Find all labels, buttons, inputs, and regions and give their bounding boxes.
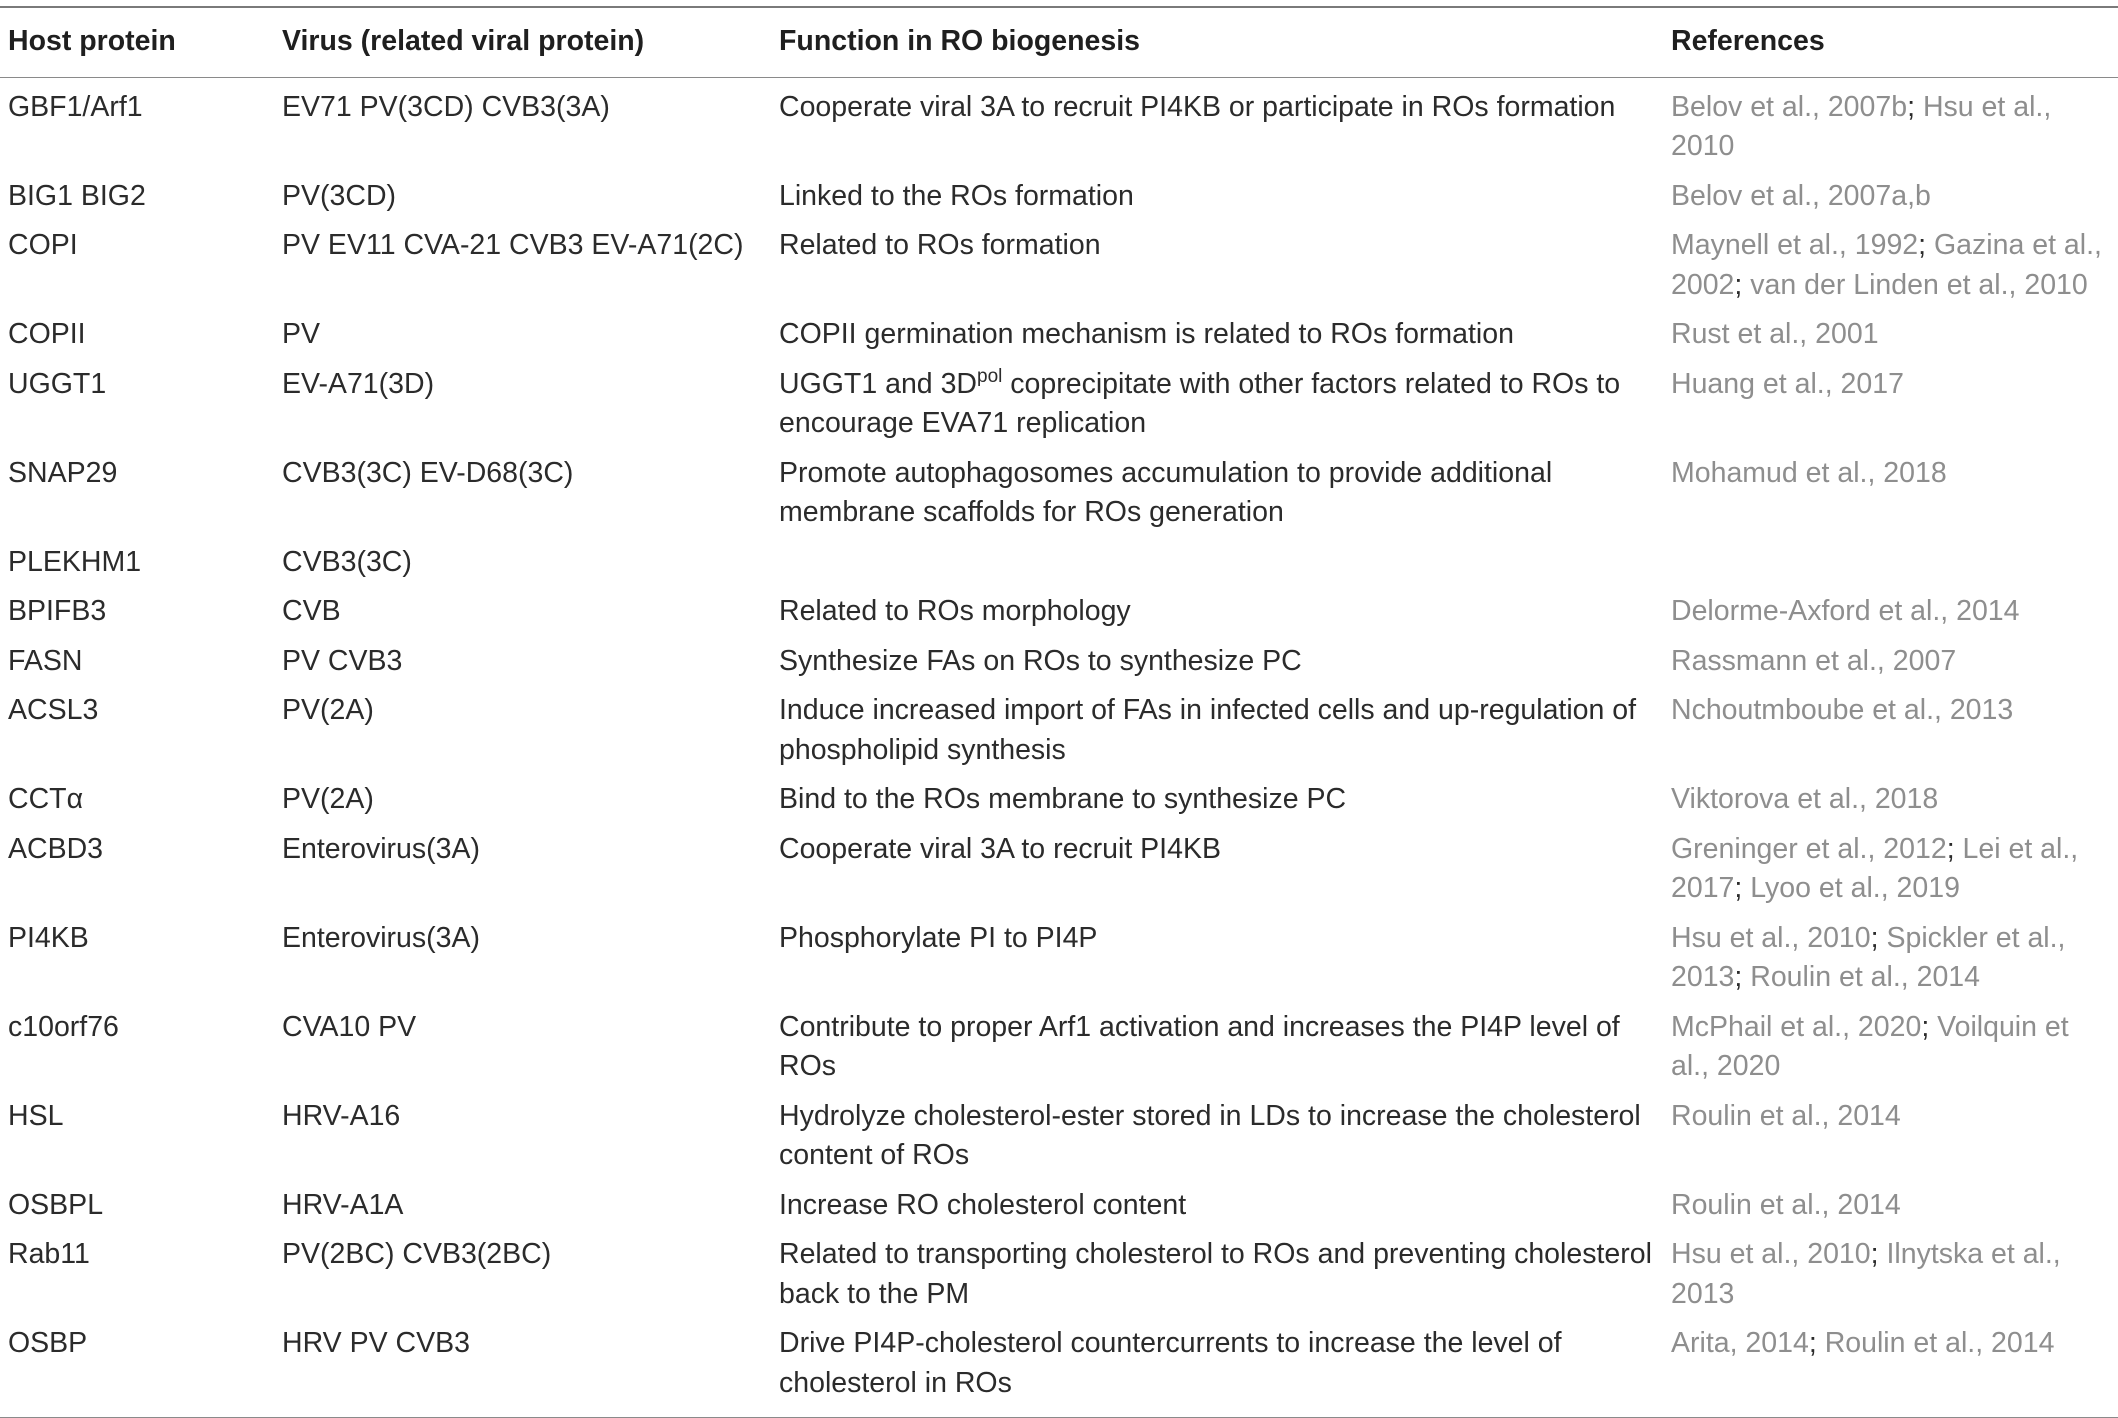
cell-virus: HRV-A16	[282, 1099, 401, 1132]
reference-link[interactable]: Lyoo et al., 2019	[1750, 872, 1960, 904]
cell-function: Cooperate viral 3A to recruit PI4KB or participate in ROs formation	[779, 90, 1616, 123]
function-text-end: coprecipitate with other factors related to ROs to encourage EVA71 replication	[779, 367, 1621, 439]
reference-link[interactable]: Greninger et al., 2012	[1671, 832, 1947, 865]
function-text-start: UGGT1 and 3D	[779, 367, 977, 400]
reference-link[interactable]: Maynell et al., 1992	[1671, 229, 1919, 261]
reference-link[interactable]: Ilnytska et al., 2013	[1671, 1238, 2061, 1310]
cell-references	[1663, 778, 2118, 828]
reference-link[interactable]: Nchoutmboube et al., 2013	[1671, 694, 2014, 726]
reference-link[interactable]: Belov et al., 2007b	[1671, 90, 1908, 123]
table-row	[0, 452, 2118, 541]
cell-host: HSL	[8, 1099, 64, 1132]
table-row	[0, 1095, 2118, 1184]
reference-link[interactable]: Mohamud et al., 2018	[1671, 456, 1947, 489]
cell-references: Greninger et al., 2012; Lei et al., 2017; Lyoo et al., 2019	[1671, 832, 2079, 904]
cell-virus: PV EV11 CVA-21 CVB3 EV-A71(2C)	[282, 229, 744, 261]
cell-virus: Enterovirus(3A)	[282, 832, 480, 865]
cell-function: Linked to the ROs formation	[779, 179, 1134, 212]
cell-function: Promote autophagosomes accumulation to provide additional membrane scaffolds for ROs generation	[779, 456, 1553, 528]
reference-link[interactable]: Rust et al., 2001	[1671, 318, 1879, 350]
cell-function: Hydrolyze cholesterol-ester stored in LDs to increase the cholesterol content of ROs	[779, 1099, 1641, 1171]
reference-link[interactable]: Lei et al., 2017	[1671, 832, 2079, 904]
reference-link[interactable]: Roulin et al., 2014	[1671, 1188, 1901, 1221]
header-host-protein: Host protein	[8, 25, 176, 57]
superscript-pol: pol	[977, 365, 1003, 387]
cell-function: Related to ROs formation	[779, 229, 1101, 261]
cell-references	[1663, 313, 2118, 363]
table-row	[0, 1006, 2118, 1095]
table-row	[0, 313, 2118, 363]
host-protein-table	[0, 6, 2118, 1418]
cell-host: PLEKHM1	[8, 545, 142, 578]
cell-virus: CVB3(3C)	[282, 545, 412, 578]
table-row	[0, 917, 2118, 1006]
cell-references	[1663, 363, 2118, 452]
cell-host: OSBPL	[8, 1188, 104, 1221]
cell-function: COPII germination mechanism is related to ROs formation	[779, 318, 1514, 350]
cell-virus: CVA10 PV	[282, 1010, 417, 1043]
cell-host: GBF1/Arf1	[8, 90, 143, 123]
cell-host: ACBD3	[8, 832, 104, 865]
cell-virus: PV	[282, 318, 321, 350]
table-body	[0, 77, 2118, 1418]
header-virus: Virus (related viral protein)	[282, 25, 645, 57]
table-row	[0, 363, 2118, 452]
header-function: Function in RO biogenesis	[779, 25, 1141, 57]
table-row	[0, 541, 2118, 591]
cell-function: Cooperate viral 3A to recruit PI4KB	[779, 832, 1221, 865]
cell-references: Arita, 2014; Roulin et al., 2014	[1671, 1327, 2055, 1359]
reference-link[interactable]: Gazina et al., 2002	[1671, 229, 2102, 301]
cell-function: Phosphorylate PI to PI4P	[779, 921, 1098, 954]
cell-host: ACSL3	[8, 694, 99, 726]
cell-function	[771, 541, 1663, 591]
cell-host: Rab11	[8, 1238, 90, 1270]
cell-virus: Enterovirus(3A)	[282, 921, 480, 954]
reference-link[interactable]: Roulin et al., 2014	[1750, 961, 1980, 993]
table-row	[0, 640, 2118, 690]
cell-virus: PV(3CD)	[282, 179, 397, 212]
reference-link[interactable]: McPhail et al., 2020	[1671, 1010, 1922, 1043]
cell-function: Increase RO cholesterol content	[779, 1188, 1187, 1221]
cell-host: c10orf76	[8, 1010, 119, 1043]
cell-references: Hsu et al., 2010; Ilnytska et al., 2013	[1671, 1238, 2061, 1310]
table-row	[0, 224, 2118, 313]
cell-host: CCTα	[8, 783, 84, 815]
cell-references	[1663, 541, 2118, 591]
cell-references	[1663, 1184, 2118, 1234]
reference-link[interactable]: Delorme-Axford et al., 2014	[1671, 595, 2020, 627]
table-row	[0, 778, 2118, 828]
cell-references	[1663, 590, 2118, 640]
cell-references	[1663, 1095, 2118, 1184]
header-row	[0, 7, 2118, 77]
cell-function: Drive PI4P-cholesterol countercurrents to increase the level of cholesterol in ROs	[779, 1327, 1562, 1399]
table-row	[0, 1233, 2118, 1322]
cell-references: McPhail et al., 2020; Voilquin et al., 2020	[1671, 1010, 2069, 1082]
reference-link[interactable]: Roulin et al., 2014	[1824, 1327, 2055, 1359]
reference-link[interactable]: Viktorova et al., 2018	[1671, 783, 1939, 815]
table-row	[0, 1184, 2118, 1234]
reference-link[interactable]: Belov et al., 2007a,b	[1671, 179, 1931, 212]
cell-host: COPII	[8, 318, 86, 350]
cell-virus: CVB	[282, 595, 341, 627]
cell-function: Contribute to proper Arf1 activation and increases the PI4P level of ROs	[779, 1010, 1620, 1082]
table-row	[0, 590, 2118, 640]
cell-host: SNAP29	[8, 456, 118, 489]
cell-host: OSBP	[8, 1327, 88, 1359]
cell-virus: PV(2A)	[282, 783, 374, 815]
cell-host: PI4KB	[8, 921, 89, 954]
cell-virus: EV-A71(3D)	[282, 367, 435, 400]
table-header	[0, 7, 2118, 77]
cell-references	[1663, 640, 2118, 690]
table-row	[0, 1322, 2118, 1418]
cell-virus: CVB3(3C) EV-D68(3C)	[282, 456, 574, 489]
cell-function: Induce increased import of FAs in infected cells and up-regulation of phospholipid synthesis	[779, 694, 1637, 766]
reference-link[interactable]: Voilquin et al., 2020	[1671, 1010, 2069, 1082]
reference-link[interactable]: Hsu et al., 2010	[1671, 921, 1871, 954]
reference-link[interactable]: Hsu et al., 2010	[1671, 1238, 1871, 1270]
cell-virus: PV CVB3	[282, 644, 403, 677]
cell-function: Synthesize FAs on ROs to synthesize PC	[779, 644, 1302, 677]
reference-link[interactable]: van der Linden et al., 2010	[1750, 268, 2088, 301]
reference-link[interactable]: Roulin et al., 2014	[1671, 1099, 1901, 1132]
cell-host: BPIFB3	[8, 595, 107, 627]
cell-function: Bind to the ROs membrane to synthesize PC	[779, 783, 1347, 815]
cell-function: Related to transporting cholesterol to ROs and preventing cholesterol back to the PM	[779, 1238, 1652, 1310]
table-row	[0, 175, 2118, 225]
cell-host: COPI	[8, 229, 78, 261]
cell-references: Belov et al., 2007b; Hsu et al., 2010	[1671, 90, 2052, 162]
cell-virus: PV(2A)	[282, 694, 374, 726]
cell-references	[1663, 175, 2118, 225]
table-row	[0, 828, 2118, 917]
cell-references	[1663, 689, 2118, 778]
cell-virus: HRV PV CVB3	[282, 1327, 470, 1359]
reference-link[interactable]: Rassmann et al., 2007	[1671, 644, 1957, 677]
cell-function: Related to ROs morphology	[779, 595, 1131, 627]
cell-host: BIG1 BIG2	[8, 179, 146, 212]
cell-host: FASN	[8, 644, 83, 677]
cell-host: UGGT1	[8, 367, 107, 400]
cell-virus: EV71 PV(3CD) CVB3(3A)	[282, 90, 610, 123]
header-references: References	[1671, 25, 1825, 57]
cell-references: Hsu et al., 2010; Spickler et al., 2013; Roulin et al., 2014	[1671, 921, 2066, 993]
cell-references	[1663, 452, 2118, 541]
cell-virus: PV(2BC) CVB3(2BC)	[282, 1238, 552, 1270]
reference-link[interactable]: Arita, 2014	[1671, 1327, 1809, 1359]
reference-link[interactable]: Huang et al., 2017	[1671, 367, 1904, 400]
reference-link[interactable]: Spickler et al., 2013	[1671, 921, 2066, 993]
table-row	[0, 77, 2118, 175]
cell-function	[771, 363, 1663, 452]
reference-link[interactable]: Hsu et al., 2010	[1671, 90, 2052, 162]
table-row	[0, 689, 2118, 778]
cell-virus: HRV-A1A	[282, 1188, 404, 1221]
cell-references: Maynell et al., 1992; Gazina et al., 2002; van der Linden et al., 2010	[1671, 229, 2102, 301]
